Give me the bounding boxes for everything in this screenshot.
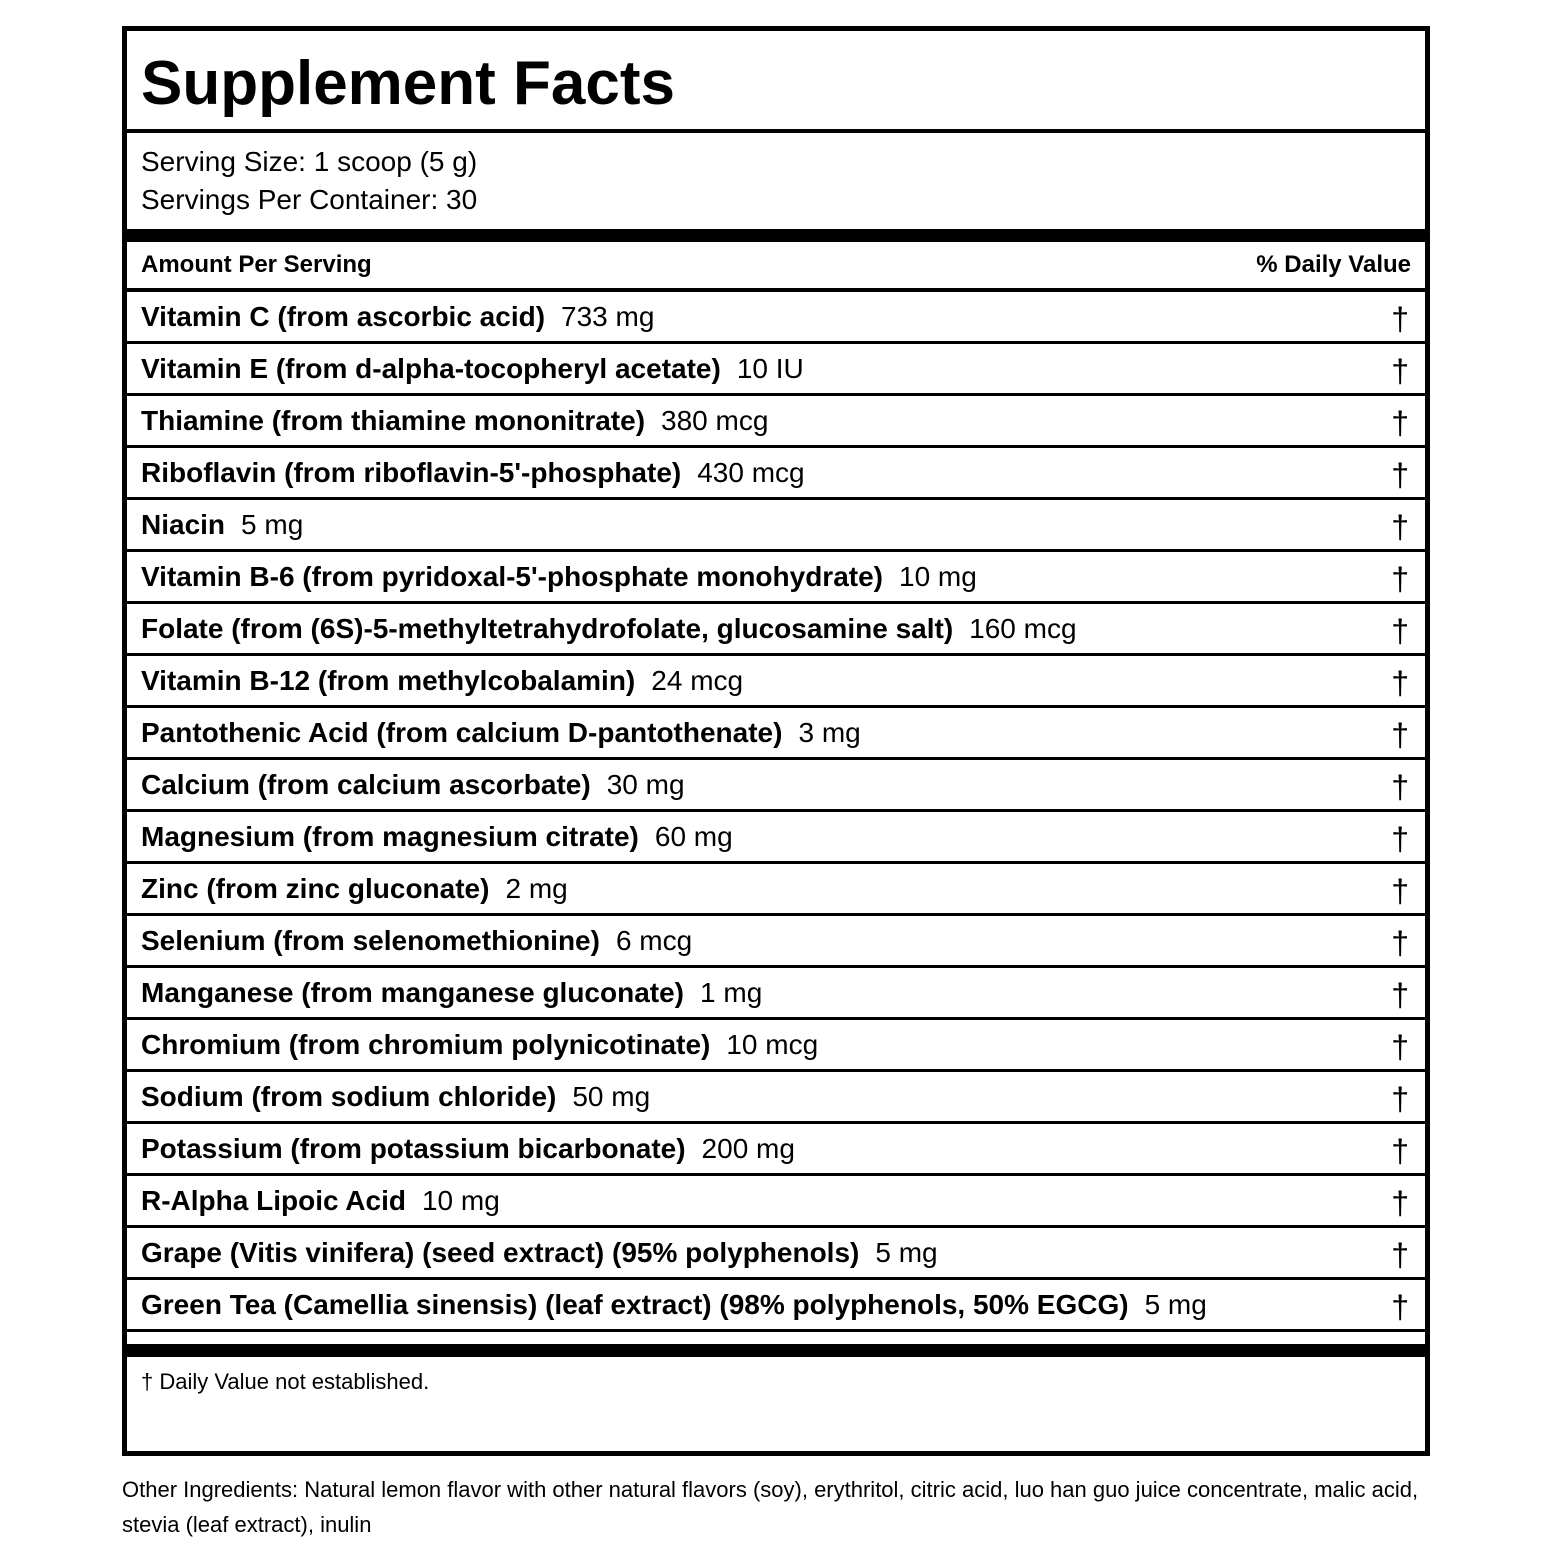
table-row [127, 344, 1425, 396]
title-block [127, 31, 1425, 133]
nutrient-text [141, 716, 861, 750]
thick-divider-bottom [127, 1344, 1425, 1357]
table-row [127, 1176, 1425, 1228]
nutrient-name: Pantothenic Acid (from calcium D-pantothenate) [141, 717, 783, 748]
table-row [127, 916, 1425, 968]
other-ingredients: Other Ingredients: Natural lemon flavor with other natural flavors (soy), erythritol, citric acid, luo han guo juice concentrate, malic acid, stevia (leaf extract), inulin [122, 1477, 1419, 1537]
daily-value-dagger: † [1391, 1185, 1409, 1221]
serving-size: Serving Size: 1 scoop (5 g) [141, 146, 478, 177]
table-row [127, 968, 1425, 1020]
daily-value-dagger: † [1391, 821, 1409, 857]
nutrient-text [141, 1288, 1207, 1322]
nutrient-text [141, 352, 804, 386]
table-row [127, 1020, 1425, 1072]
daily-value-dagger: † [1391, 405, 1409, 441]
nutrient-amount: 5 mg [1144, 1289, 1207, 1320]
nutrient-amount: 160 mcg [969, 613, 1077, 644]
page-title: Supplement Facts [141, 49, 675, 118]
nutrient-name: Potassium (from potassium bicarbonate) [141, 1133, 686, 1164]
table-row [127, 292, 1425, 344]
nutrient-amount: 5 mg [875, 1237, 938, 1268]
daily-value-dagger: † [1391, 1081, 1409, 1117]
nutrient-text [141, 1028, 818, 1062]
table-row [127, 812, 1425, 864]
nutrient-text [141, 404, 768, 438]
daily-value-dagger: † [1391, 665, 1409, 701]
daily-value-dagger: † [1391, 769, 1409, 805]
nutrient-amount: 24 mcg [651, 665, 744, 696]
nutrient-text [141, 1080, 650, 1114]
nutrient-table [127, 292, 1425, 1332]
nutrient-text [141, 768, 685, 802]
table-row [127, 1072, 1425, 1124]
nutrient-text [141, 560, 977, 594]
nutrient-amount: 5 mg [241, 509, 304, 540]
nutrient-amount: 380 mcg [661, 405, 769, 436]
amount-per-serving-header: Amount Per Serving [141, 251, 372, 278]
nutrient-name: Green Tea (Camellia sinensis) (leaf extract) (98% polyphenols, 50% EGCG) [141, 1289, 1129, 1320]
nutrient-amount: 60 mg [654, 821, 733, 852]
table-row [127, 1280, 1425, 1332]
daily-value-dagger: † [1391, 1029, 1409, 1065]
footnote: † Daily Value not established. [141, 1369, 430, 1394]
nutrient-name: Calcium (from calcium ascorbate) [141, 769, 591, 800]
daily-value-dagger: † [1391, 1237, 1409, 1273]
nutrient-amount: 10 mg [899, 561, 977, 592]
daily-value-dagger: † [1391, 977, 1409, 1013]
nutrient-text [141, 508, 303, 542]
nutrient-name: Folate (from (6S)-5-methyltetrahydrofolate, glucosamine salt) [141, 613, 954, 644]
table-row [127, 604, 1425, 656]
nutrient-text [141, 300, 654, 334]
table-row [127, 500, 1425, 552]
table-row [127, 448, 1425, 500]
nutrient-name: Zinc (from zinc gluconate) [141, 873, 490, 904]
daily-value-dagger: † [1391, 301, 1409, 337]
nutrient-name: Vitamin C (from ascorbic acid) [141, 301, 546, 332]
nutrient-amount: 733 mg [561, 301, 655, 332]
nutrient-amount: 200 mg [701, 1133, 795, 1164]
nutrient-amount: 10 IU [736, 353, 804, 384]
nutrient-amount: 430 mcg [697, 457, 805, 488]
nutrient-amount: 6 mcg [615, 925, 693, 956]
nutrient-name: Riboflavin (from riboflavin-5'-phosphate) [141, 457, 682, 488]
daily-value-dagger: † [1391, 613, 1409, 649]
nutrient-name: Grape (Vitis vinifera) (seed extract) (95% polyphenols) [141, 1237, 860, 1268]
daily-value-dagger: † [1391, 1133, 1409, 1169]
nutrient-text [141, 1184, 500, 1218]
daily-value-dagger: † [1391, 925, 1409, 961]
table-row [127, 1124, 1425, 1176]
table-header [127, 242, 1425, 292]
nutrient-amount: 50 mg [572, 1081, 651, 1112]
nutrient-name: Chromium (from chromium polynicotinate) [141, 1029, 711, 1060]
nutrient-amount: 10 mcg [726, 1029, 819, 1060]
nutrient-text [141, 1236, 938, 1270]
table-row [127, 396, 1425, 448]
nutrient-name: Sodium (from sodium chloride) [141, 1081, 557, 1112]
nutrient-text [141, 872, 568, 906]
nutrient-text [141, 924, 692, 958]
servings-per-container: Servings Per Container: 30 [141, 184, 478, 215]
daily-value-dagger: † [1391, 353, 1409, 389]
nutrient-name: Manganese (from manganese gluconate) [141, 977, 685, 1008]
daily-value-dagger: † [1391, 717, 1409, 753]
nutrient-amount: 3 mg [798, 717, 861, 748]
thick-divider-top [127, 229, 1425, 242]
daily-value-dagger: † [1391, 561, 1409, 597]
nutrient-amount: 30 mg [606, 769, 685, 800]
daily-value-dagger: † [1391, 457, 1409, 493]
nutrient-text [141, 1132, 795, 1166]
nutrient-text [141, 976, 762, 1010]
table-row [127, 656, 1425, 708]
daily-value-header: % Daily Value [1256, 251, 1411, 278]
nutrient-name: Selenium (from selenomethionine) [141, 925, 600, 956]
nutrient-text [141, 664, 743, 698]
nutrient-name: Magnesium (from magnesium citrate) [141, 821, 639, 852]
nutrient-amount: 2 mg [505, 873, 568, 904]
nutrient-name: Thiamine (from thiamine mononitrate) [141, 405, 646, 436]
table-row [127, 760, 1425, 812]
daily-value-dagger: † [1391, 1289, 1409, 1325]
nutrient-text [141, 612, 1077, 646]
daily-value-dagger: † [1391, 873, 1409, 909]
table-row [127, 708, 1425, 760]
supplement-facts-panel [122, 26, 1430, 1456]
nutrient-name: Vitamin B-12 (from methylcobalamin) [141, 665, 636, 696]
table-row [127, 552, 1425, 604]
table-row [127, 864, 1425, 916]
nutrient-amount: 10 mg [421, 1185, 500, 1216]
nutrient-text [141, 456, 805, 490]
daily-value-dagger: † [1391, 509, 1409, 545]
nutrient-text [141, 820, 733, 854]
nutrient-name: Vitamin E (from d-alpha-tocopheryl acetate) [141, 353, 721, 384]
table-row [127, 1228, 1425, 1280]
serving-info [127, 133, 1425, 229]
nutrient-name: R-Alpha Lipoic Acid [141, 1185, 406, 1216]
nutrient-name: Niacin [141, 509, 226, 540]
nutrient-amount: 1 mg [700, 977, 763, 1008]
nutrient-name: Vitamin B-6 (from pyridoxal-5'-phosphate monohydrate) [141, 561, 883, 592]
